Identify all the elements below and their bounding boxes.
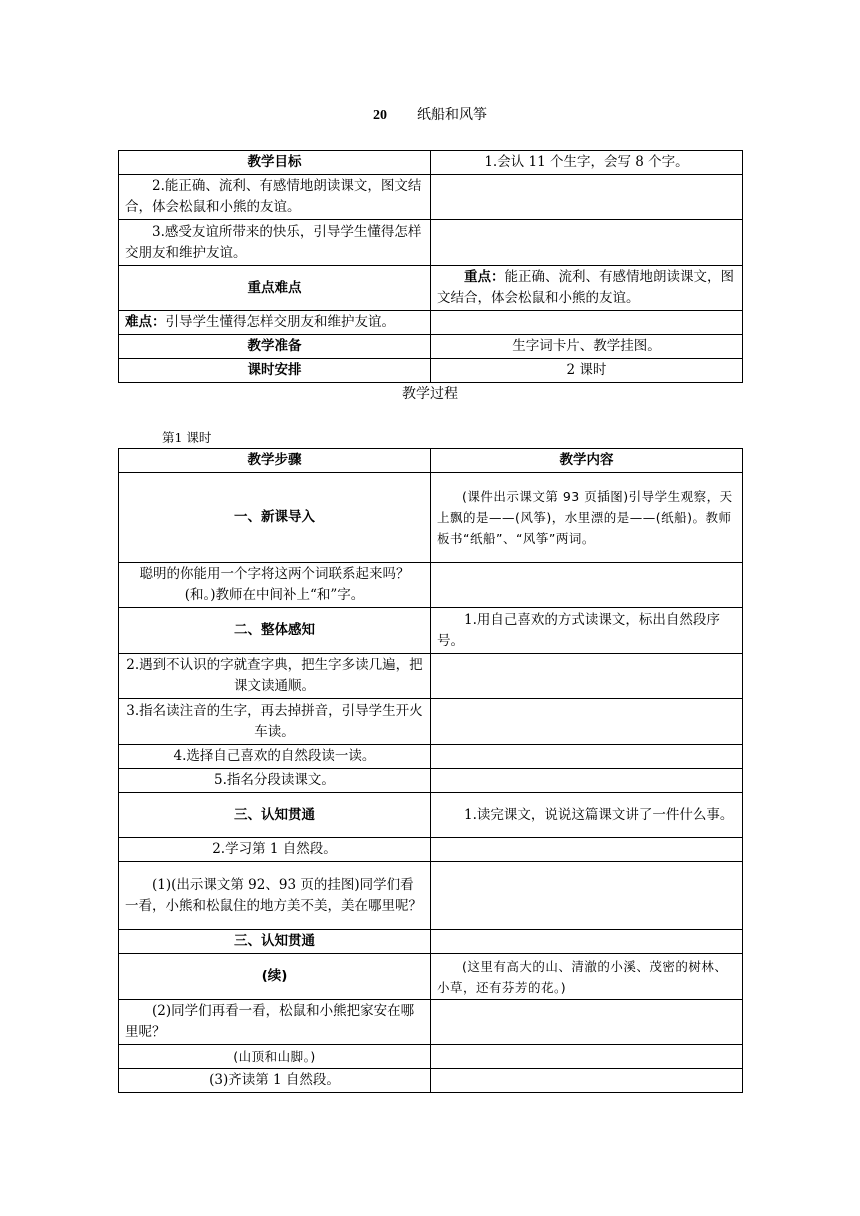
- step-overall-3: 3.指名读注音的生字，再去掉拼音，引导学生开火车读。: [119, 699, 431, 745]
- table-row: [119, 359, 743, 383]
- lesson-number: 20: [373, 108, 387, 123]
- lesson-plan-table: [118, 150, 743, 383]
- table-row: [119, 266, 743, 311]
- table-row: [119, 1000, 743, 1045]
- period-label: 第1 课时: [162, 430, 212, 445]
- empty-cell: [431, 862, 743, 930]
- empty-cell: [431, 1045, 743, 1069]
- step-cognition-2: 2.学习第 1 自然段。: [119, 838, 431, 862]
- step-cognition-answer: (山顶和山脚。): [119, 1045, 431, 1069]
- goal-2: 2.能正确、流利、有感情地朗读课文，图文结合，体会松鼠和小熊的友谊。: [119, 175, 431, 220]
- empty-cell: [431, 930, 743, 954]
- key-points-label: 重点难点: [119, 266, 431, 311]
- content-header: 教学内容: [431, 449, 743, 473]
- table-row: [119, 473, 743, 563]
- table-row: [119, 608, 743, 654]
- key-point-label: 重点：: [464, 269, 505, 285]
- lesson-name: 纸船和风筝: [417, 107, 487, 123]
- step-overall-content: 1.用自己喜欢的方式读课文，标出自然段序号。: [431, 608, 743, 654]
- difficulty-label: 难点：: [125, 314, 166, 330]
- empty-cell: [431, 838, 743, 862]
- difficulty-content: 引导学生懂得怎样交朋友和维护友谊。: [165, 314, 395, 330]
- goal-1: 1.会认 11 个生字，会写 8 个字。: [431, 151, 743, 175]
- steps-header: 教学步骤: [119, 449, 431, 473]
- empty-cell: [431, 745, 743, 769]
- step-cognition-content: 1.读完课文，说说这篇课文讲了一件什么事。: [431, 793, 743, 838]
- prep-label: 教学准备: [119, 335, 431, 359]
- step-overall: 二、整体感知: [119, 608, 431, 654]
- table-row: [119, 793, 743, 838]
- empty-cell: [431, 1000, 743, 1045]
- table-row: [119, 335, 743, 359]
- step-overall-5: 5.指名分段读课文。: [119, 769, 431, 793]
- teaching-steps-table: [118, 448, 743, 1093]
- table-row: [119, 769, 743, 793]
- table-row: [119, 862, 743, 930]
- table-row: [119, 220, 743, 266]
- schedule-text: 2 课时: [431, 359, 743, 383]
- table-row: [119, 654, 743, 699]
- table-row: [119, 175, 743, 220]
- step-continued-content: (这里有高大的山、清澈的小溪、茂密的树林、小草，还有芬芳的花。): [431, 954, 743, 1000]
- goal-3: 3.感受友谊所带来的快乐，引导学生懂得怎样交朋友和维护友谊。: [119, 220, 431, 266]
- key-points-text: [431, 266, 743, 311]
- table-row: [119, 838, 743, 862]
- step-cognition-4: (2)同学们再看一看，松鼠和小熊把家安在哪里呢？: [119, 1000, 431, 1045]
- process-heading: 教学过程: [402, 386, 458, 402]
- empty-cell: [431, 311, 743, 335]
- step-overall-4: 4.选择自己喜欢的自然段读一读。: [119, 745, 431, 769]
- empty-cell: [431, 699, 743, 745]
- table-row: [119, 449, 743, 473]
- table-row: [119, 563, 743, 608]
- step-cognition-3: (1)(出示课文第 92、93 页的挂图)同学们看一看，小熊和松鼠住的地方美不美，美在哪里呢？: [119, 862, 431, 930]
- step-overall-2: 2.遇到不认识的字就查字典，把生字多读几遍，把课文读通顺。: [119, 654, 431, 699]
- table-row: [119, 1069, 743, 1093]
- empty-cell: [431, 769, 743, 793]
- table-row: [119, 930, 743, 954]
- difficulty-text: [119, 311, 431, 335]
- empty-cell: [431, 563, 743, 608]
- step-continued: (续): [119, 954, 431, 1000]
- lesson-title: [0, 104, 860, 124]
- empty-cell: [431, 654, 743, 699]
- empty-cell: [431, 1069, 743, 1093]
- schedule-label: 课时安排: [119, 359, 431, 383]
- goal-label: 教学目标: [119, 151, 431, 175]
- table-row: [119, 311, 743, 335]
- table-row: [119, 1045, 743, 1069]
- step-intro-question: 聪明的你能用一个字将这两个词联系起来吗？(和。)教师在中间补上“和”字。: [119, 563, 431, 608]
- step-cognition-5: (3)齐读第 1 自然段。: [119, 1069, 431, 1093]
- prep-text: 生字词卡片、教学挂图。: [431, 335, 743, 359]
- empty-cell: [431, 220, 743, 266]
- table-row: [119, 745, 743, 769]
- step-intro: 一、新课导入: [119, 473, 431, 563]
- table-row: [119, 954, 743, 1000]
- step-intro-content: (课件出示课文第 93 页插图)引导学生观察，天上飘的是——(风筝)，水里漂的是——(纸船)。教师板书“纸船”、“风筝”两词。: [431, 473, 743, 563]
- step-cognition-repeat: 三、认知贯通: [119, 930, 431, 954]
- empty-cell: [431, 175, 743, 220]
- table-row: [119, 699, 743, 745]
- table-row: [119, 151, 743, 175]
- key-point-content: 能正确、流利、有感情地朗读课文，图文结合，体会松鼠和小熊的友谊。: [437, 269, 734, 306]
- step-cognition: 三、认知贯通: [119, 793, 431, 838]
